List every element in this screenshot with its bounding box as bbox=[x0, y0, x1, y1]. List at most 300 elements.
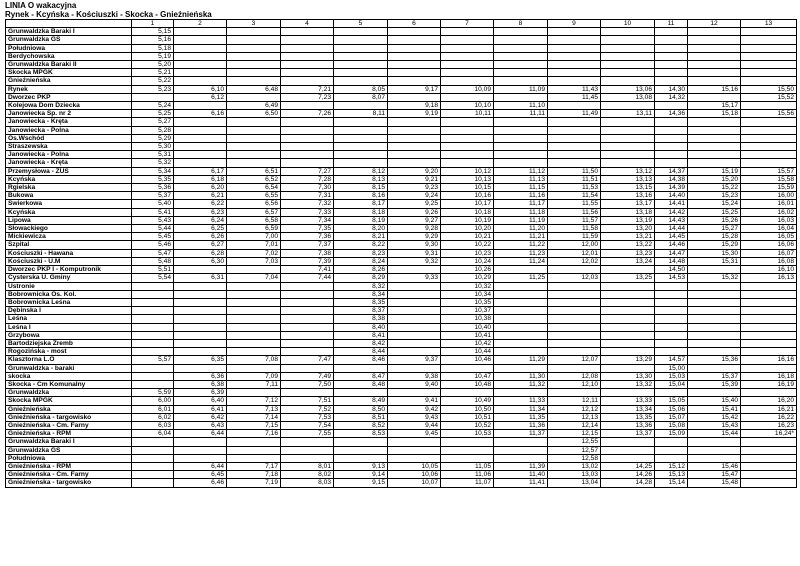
departure-time-cell: 11,09 bbox=[494, 85, 548, 93]
departure-time-cell: 6,02 bbox=[132, 413, 174, 421]
departure-time-cell bbox=[548, 102, 601, 110]
departure-time-cell: 7,17 bbox=[227, 462, 281, 470]
departure-time-cell bbox=[494, 77, 548, 85]
departure-time-cell bbox=[741, 134, 797, 142]
departure-time-cell: 11,30 bbox=[494, 372, 548, 380]
departure-time-cell: 11,56 bbox=[548, 208, 601, 216]
departure-time-cell: 15,52 bbox=[741, 93, 797, 101]
departure-time-cell bbox=[441, 454, 494, 462]
departure-time-cell: 14,46 bbox=[655, 241, 688, 249]
departure-time-cell bbox=[174, 266, 227, 274]
departure-time-cell: 16,04 bbox=[741, 225, 797, 233]
departure-time-cell bbox=[741, 307, 797, 315]
departure-time-cell: 10,29 bbox=[441, 274, 494, 282]
departure-time-cell: 13,12 bbox=[601, 167, 655, 175]
departure-time-cell: 6,56 bbox=[227, 200, 281, 208]
departure-time-cell: 10,23 bbox=[441, 249, 494, 257]
departure-time-cell bbox=[132, 290, 174, 298]
departure-time-cell bbox=[655, 52, 688, 60]
departure-time-cell: 7,12 bbox=[227, 397, 281, 405]
stop-name-cell: Gnieźnieńska - targowisko bbox=[6, 479, 132, 487]
departure-time-cell: 13,29 bbox=[601, 356, 655, 364]
departure-time-cell: 14,40 bbox=[655, 192, 688, 200]
stop-name-cell: Dworzec PKP bbox=[6, 93, 132, 101]
course-number-cell: 10 bbox=[601, 20, 655, 28]
stop-name-cell: Janowiecka - Kręta bbox=[6, 159, 132, 167]
departure-time-cell: 11,40 bbox=[494, 471, 548, 479]
course-number-cell: 6 bbox=[388, 20, 441, 28]
departure-time-cell: 16,23 bbox=[741, 421, 797, 429]
departure-time-cell: 6,21 bbox=[174, 192, 227, 200]
departure-time-cell bbox=[494, 69, 548, 77]
departure-time-cell: 16,02 bbox=[741, 208, 797, 216]
stop-name-cell: Grunwaldzka GS bbox=[6, 446, 132, 454]
departure-time-cell: 6,50 bbox=[227, 110, 281, 118]
departure-time-cell: 7,41 bbox=[281, 266, 334, 274]
departure-time-cell: 15,31 bbox=[688, 257, 741, 265]
departure-time-cell: 10,47 bbox=[441, 372, 494, 380]
departure-time-cell: 5,44 bbox=[132, 225, 174, 233]
stop-name-cell: Bartodziejska Zremb bbox=[6, 339, 132, 347]
departure-time-cell: 5,31 bbox=[132, 151, 174, 159]
stop-name-cell: Gnieźnieńska - targowisko bbox=[6, 413, 132, 421]
departure-time-cell bbox=[601, 389, 655, 397]
header-corner-cell bbox=[6, 20, 132, 28]
departure-time-cell: 14,41 bbox=[655, 200, 688, 208]
departure-time-cell: 6,25 bbox=[174, 225, 227, 233]
departure-time-cell: 7,01 bbox=[227, 241, 281, 249]
departure-time-cell: 14,37 bbox=[655, 167, 688, 175]
departure-time-cell: 8,11 bbox=[334, 110, 388, 118]
table-row bbox=[6, 298, 797, 306]
departure-time-cell: 8,44 bbox=[334, 348, 388, 356]
departure-time-cell: 9,30 bbox=[388, 241, 441, 249]
departure-time-cell: 11,37 bbox=[494, 430, 548, 438]
departure-time-cell bbox=[741, 52, 797, 60]
departure-time-cell: 7,31 bbox=[281, 192, 334, 200]
stop-name-cell: skocka bbox=[6, 372, 132, 380]
table-row bbox=[6, 216, 797, 224]
table-row bbox=[6, 471, 797, 479]
departure-time-cell: 10,53 bbox=[441, 430, 494, 438]
departure-time-cell bbox=[601, 102, 655, 110]
departure-time-cell bbox=[688, 61, 741, 69]
departure-time-cell: 5,21 bbox=[132, 69, 174, 77]
departure-time-cell bbox=[281, 52, 334, 60]
departure-time-cell bbox=[281, 77, 334, 85]
departure-time-cell: 9,18 bbox=[388, 102, 441, 110]
departure-time-cell: 5,43 bbox=[132, 216, 174, 224]
departure-time-cell bbox=[655, 446, 688, 454]
departure-time-cell bbox=[441, 44, 494, 52]
departure-time-cell: 11,12 bbox=[494, 167, 548, 175]
departure-time-cell: 10,40 bbox=[441, 323, 494, 331]
departure-time-cell bbox=[655, 36, 688, 44]
departure-time-cell: 5,47 bbox=[132, 249, 174, 257]
departure-time-cell: 13,32 bbox=[601, 380, 655, 388]
departure-time-cell bbox=[688, 77, 741, 85]
departure-time-cell bbox=[548, 159, 601, 167]
departure-time-cell: 11,45 bbox=[548, 93, 601, 101]
departure-time-cell: 7,00 bbox=[227, 233, 281, 241]
departure-time-cell: 6,42 bbox=[174, 413, 227, 421]
departure-time-cell: 9,23 bbox=[388, 184, 441, 192]
departure-time-cell bbox=[688, 331, 741, 339]
stop-name-cell: Gnieźnieńska bbox=[6, 405, 132, 413]
departure-time-cell bbox=[174, 348, 227, 356]
departure-time-cell: 12,15 bbox=[548, 430, 601, 438]
departure-time-cell bbox=[655, 454, 688, 462]
table-row bbox=[6, 323, 797, 331]
departure-time-cell: 10,21 bbox=[441, 233, 494, 241]
departure-time-cell: 15,17 bbox=[688, 102, 741, 110]
departure-time-cell bbox=[494, 266, 548, 274]
stop-name-cell: Leśna I bbox=[6, 323, 132, 331]
departure-time-cell bbox=[494, 307, 548, 315]
departure-time-cell bbox=[281, 102, 334, 110]
departure-time-cell bbox=[601, 282, 655, 290]
departure-time-cell bbox=[655, 126, 688, 134]
departure-time-cell: 13,23 bbox=[601, 249, 655, 257]
departure-time-cell: 7,27 bbox=[281, 167, 334, 175]
departure-time-cell bbox=[174, 323, 227, 331]
departure-time-cell bbox=[548, 282, 601, 290]
departure-time-cell: 15,47 bbox=[688, 471, 741, 479]
departure-time-cell: 9,17 bbox=[388, 85, 441, 93]
departure-time-cell bbox=[601, 52, 655, 60]
table-row bbox=[6, 134, 797, 142]
departure-time-cell bbox=[388, 315, 441, 323]
stop-name-cell: Gnieźnieńska - Cm. Farny bbox=[6, 421, 132, 429]
departure-time-cell: 8,52 bbox=[334, 421, 388, 429]
stop-name-cell: Kościuszki - Hawana bbox=[6, 249, 132, 257]
course-number-cell: 11 bbox=[655, 20, 688, 28]
table-row bbox=[6, 208, 797, 216]
departure-time-cell bbox=[281, 118, 334, 126]
departure-time-cell: 14,25 bbox=[601, 462, 655, 470]
departure-time-cell bbox=[741, 315, 797, 323]
departure-time-cell bbox=[548, 77, 601, 85]
departure-time-cell: 7,16 bbox=[227, 430, 281, 438]
course-number-cell: 13 bbox=[741, 20, 797, 28]
departure-time-cell bbox=[688, 266, 741, 274]
departure-time-cell: 12,12 bbox=[548, 405, 601, 413]
departure-time-cell bbox=[334, 44, 388, 52]
departure-time-cell bbox=[334, 102, 388, 110]
departure-time-cell: 10,18 bbox=[441, 208, 494, 216]
table-row bbox=[6, 110, 797, 118]
departure-time-cell bbox=[655, 69, 688, 77]
departure-time-cell bbox=[548, 69, 601, 77]
stop-name-cell: Janowiecka Sp. nr 2 bbox=[6, 110, 132, 118]
departure-time-cell: 11,29 bbox=[494, 356, 548, 364]
departure-time-cell bbox=[741, 151, 797, 159]
departure-time-cell: 7,53 bbox=[281, 413, 334, 421]
departure-time-cell bbox=[741, 339, 797, 347]
departure-time-cell bbox=[388, 44, 441, 52]
departure-time-cell: 5,34 bbox=[132, 167, 174, 175]
departure-time-cell: 6,18 bbox=[174, 175, 227, 183]
departure-time-cell: 6,28 bbox=[174, 249, 227, 257]
departure-time-cell bbox=[601, 298, 655, 306]
departure-time-cell: 11,05 bbox=[441, 462, 494, 470]
departure-time-cell: 7,52 bbox=[281, 405, 334, 413]
departure-time-cell bbox=[132, 315, 174, 323]
departure-time-cell bbox=[601, 454, 655, 462]
departure-time-cell bbox=[494, 348, 548, 356]
departure-time-cell: 8,32 bbox=[334, 282, 388, 290]
departure-time-cell: 8,07 bbox=[334, 93, 388, 101]
departure-time-cell: 16,03 bbox=[741, 216, 797, 224]
table-row bbox=[6, 266, 797, 274]
departure-time-cell bbox=[548, 266, 601, 274]
departure-time-cell bbox=[688, 69, 741, 77]
departure-time-cell: 6,40 bbox=[174, 397, 227, 405]
departure-time-cell bbox=[655, 348, 688, 356]
departure-time-cell bbox=[281, 28, 334, 36]
table-row bbox=[6, 93, 797, 101]
departure-time-cell: 8,21 bbox=[334, 233, 388, 241]
departure-time-cell bbox=[281, 323, 334, 331]
table-row bbox=[6, 61, 797, 69]
table-row bbox=[6, 143, 797, 151]
departure-time-cell: 13,30 bbox=[601, 372, 655, 380]
stop-name-cell: Janowiecka - Kręta bbox=[6, 118, 132, 126]
departure-time-cell: 7,44 bbox=[281, 274, 334, 282]
departure-time-cell bbox=[334, 52, 388, 60]
departure-time-cell: 10,13 bbox=[441, 175, 494, 183]
departure-time-cell: 15,06 bbox=[655, 405, 688, 413]
departure-time-cell: 6,44 bbox=[174, 462, 227, 470]
table-row bbox=[6, 438, 797, 446]
departure-time-cell: 13,13 bbox=[601, 175, 655, 183]
departure-time-cell: 9,42 bbox=[388, 405, 441, 413]
stop-name-cell: Bobrownicka Leśna bbox=[6, 298, 132, 306]
table-row bbox=[6, 151, 797, 159]
departure-time-cell bbox=[281, 61, 334, 69]
table-row bbox=[6, 175, 797, 183]
course-number-cell: 12 bbox=[688, 20, 741, 28]
table-row bbox=[6, 446, 797, 454]
departure-time-cell: 10,16 bbox=[441, 192, 494, 200]
departure-time-cell bbox=[227, 446, 281, 454]
departure-time-cell bbox=[132, 462, 174, 470]
departure-time-cell bbox=[174, 134, 227, 142]
departure-time-cell bbox=[688, 118, 741, 126]
departure-time-cell: 11,13 bbox=[494, 175, 548, 183]
departure-time-cell bbox=[334, 446, 388, 454]
departure-time-cell: 5,19 bbox=[132, 52, 174, 60]
departure-time-cell bbox=[655, 339, 688, 347]
departure-time-cell bbox=[334, 28, 388, 36]
departure-time-cell: 15,25 bbox=[688, 208, 741, 216]
departure-time-cell: 12,13 bbox=[548, 413, 601, 421]
departure-time-cell bbox=[601, 126, 655, 134]
departure-time-cell: 15,05 bbox=[655, 397, 688, 405]
departure-time-cell: 9,24 bbox=[388, 192, 441, 200]
departure-time-cell bbox=[388, 61, 441, 69]
departure-time-cell: 9,43 bbox=[388, 413, 441, 421]
departure-time-cell bbox=[655, 290, 688, 298]
departure-time-cell: 9,38 bbox=[388, 372, 441, 380]
departure-time-cell bbox=[281, 307, 334, 315]
departure-time-cell: 11,25 bbox=[494, 274, 548, 282]
departure-time-cell: 6,52 bbox=[227, 175, 281, 183]
departure-time-cell: 7,47 bbox=[281, 356, 334, 364]
departure-time-cell: 11,43 bbox=[548, 85, 601, 93]
departure-time-cell: 9,20 bbox=[388, 167, 441, 175]
departure-time-cell bbox=[688, 298, 741, 306]
departure-time-cell: 8,24 bbox=[334, 257, 388, 265]
departure-time-cell: 5,36 bbox=[132, 184, 174, 192]
departure-time-cell bbox=[548, 315, 601, 323]
departure-time-cell bbox=[388, 134, 441, 142]
departure-time-cell: 13,37 bbox=[601, 430, 655, 438]
departure-time-cell: 5,41 bbox=[132, 208, 174, 216]
departure-time-cell: 5,20 bbox=[132, 61, 174, 69]
departure-time-cell: 12,14 bbox=[548, 421, 601, 429]
departure-time-cell bbox=[548, 348, 601, 356]
departure-time-cell bbox=[227, 454, 281, 462]
departure-time-cell bbox=[388, 348, 441, 356]
departure-time-cell: 11,06 bbox=[441, 471, 494, 479]
departure-time-cell: 11,18 bbox=[494, 208, 548, 216]
departure-time-cell: 6,57 bbox=[227, 208, 281, 216]
departure-time-cell bbox=[494, 28, 548, 36]
departure-time-cell: 7,51 bbox=[281, 397, 334, 405]
departure-time-cell bbox=[741, 61, 797, 69]
departure-time-cell: 15,28 bbox=[688, 233, 741, 241]
departure-time-cell bbox=[441, 61, 494, 69]
departure-time-cell: 5,18 bbox=[132, 44, 174, 52]
departure-time-cell: 11,51 bbox=[548, 175, 601, 183]
table-row bbox=[6, 380, 797, 388]
departure-time-cell bbox=[227, 339, 281, 347]
stop-name-cell: Grunwaldzka Baraki II bbox=[6, 61, 132, 69]
departure-time-cell: 10,05 bbox=[388, 462, 441, 470]
departure-time-cell: 12,10 bbox=[548, 380, 601, 388]
departure-time-cell bbox=[601, 159, 655, 167]
departure-time-cell bbox=[227, 159, 281, 167]
table-row bbox=[6, 282, 797, 290]
departure-time-cell bbox=[388, 290, 441, 298]
departure-time-cell: 5,25 bbox=[132, 110, 174, 118]
departure-time-cell: 5,23 bbox=[132, 85, 174, 93]
departure-time-cell: 10,09 bbox=[441, 85, 494, 93]
departure-time-cell: 6,20 bbox=[174, 184, 227, 192]
departure-time-cell: 7,08 bbox=[227, 356, 281, 364]
stop-name-cell: Dworzec PKP I - Komputronik bbox=[6, 266, 132, 274]
departure-time-cell bbox=[334, 77, 388, 85]
departure-time-cell bbox=[388, 339, 441, 347]
departure-time-cell bbox=[601, 290, 655, 298]
departure-time-cell bbox=[388, 77, 441, 85]
departure-time-cell bbox=[227, 77, 281, 85]
departure-time-cell: 8,15 bbox=[334, 184, 388, 192]
departure-time-cell bbox=[601, 134, 655, 142]
departure-time-cell bbox=[281, 151, 334, 159]
table-row bbox=[6, 339, 797, 347]
departure-time-cell bbox=[441, 69, 494, 77]
departure-time-cell: 7,26 bbox=[281, 110, 334, 118]
departure-time-cell: 9,40 bbox=[388, 380, 441, 388]
departure-time-cell bbox=[132, 298, 174, 306]
departure-time-cell bbox=[688, 282, 741, 290]
departure-time-cell: 11,49 bbox=[548, 110, 601, 118]
departure-time-cell bbox=[548, 52, 601, 60]
departure-time-cell: 11,32 bbox=[494, 380, 548, 388]
departure-time-cell: 15,50 bbox=[741, 85, 797, 93]
stop-name-cell: Przemysłowa - ZUS bbox=[6, 167, 132, 175]
stop-name-cell: Południowa bbox=[6, 44, 132, 52]
departure-time-cell bbox=[601, 36, 655, 44]
table-row bbox=[6, 36, 797, 44]
departure-time-cell bbox=[655, 134, 688, 142]
departure-time-cell bbox=[388, 52, 441, 60]
departure-time-cell: 10,42 bbox=[441, 339, 494, 347]
departure-time-cell: 10,26 bbox=[441, 266, 494, 274]
departure-time-cell: 7,23 bbox=[281, 93, 334, 101]
departure-time-cell: 11,58 bbox=[548, 225, 601, 233]
departure-time-cell bbox=[132, 282, 174, 290]
departure-time-cell bbox=[227, 438, 281, 446]
departure-time-cell: 11,59 bbox=[548, 233, 601, 241]
departure-time-cell: 9,33 bbox=[388, 274, 441, 282]
departure-time-cell bbox=[281, 36, 334, 44]
departure-time-cell: 6,04 bbox=[132, 430, 174, 438]
departure-time-cell bbox=[174, 364, 227, 372]
departure-time-cell: 11,55 bbox=[548, 200, 601, 208]
departure-time-cell: 11,17 bbox=[494, 200, 548, 208]
departure-time-cell bbox=[655, 159, 688, 167]
departure-time-cell bbox=[548, 134, 601, 142]
departure-time-cell: 14,39 bbox=[655, 184, 688, 192]
departure-time-cell bbox=[388, 298, 441, 306]
stop-name-cell: Grunwaldzka - baraki bbox=[6, 364, 132, 372]
departure-time-cell bbox=[388, 159, 441, 167]
departure-time-cell: 15,19 bbox=[688, 167, 741, 175]
departure-time-cell bbox=[174, 282, 227, 290]
departure-time-cell: 7,02 bbox=[227, 249, 281, 257]
departure-time-cell: 14,48 bbox=[655, 257, 688, 265]
departure-time-cell: 13,11 bbox=[601, 110, 655, 118]
departure-time-cell bbox=[688, 348, 741, 356]
departure-time-cell: 15,00 bbox=[655, 364, 688, 372]
departure-time-cell: 13,24 bbox=[601, 257, 655, 265]
departure-time-cell bbox=[441, 364, 494, 372]
departure-time-cell bbox=[334, 454, 388, 462]
departure-time-cell bbox=[494, 389, 548, 397]
departure-time-cell: 10,41 bbox=[441, 331, 494, 339]
departure-time-cell: 5,27 bbox=[132, 118, 174, 126]
departure-time-cell: 15,24 bbox=[688, 200, 741, 208]
departure-time-cell: 15,14 bbox=[655, 479, 688, 487]
stop-name-cell: Skocka MPGK bbox=[6, 397, 132, 405]
departure-time-cell: 8,35 bbox=[334, 298, 388, 306]
departure-time-cell: 8,42 bbox=[334, 339, 388, 347]
departure-time-cell bbox=[132, 372, 174, 380]
departure-time-cell bbox=[441, 93, 494, 101]
departure-time-cell bbox=[494, 446, 548, 454]
stop-name-cell: Grzybowa bbox=[6, 331, 132, 339]
departure-time-cell bbox=[281, 298, 334, 306]
departure-time-cell: 10,20 bbox=[441, 225, 494, 233]
departure-time-cell bbox=[174, 331, 227, 339]
departure-time-cell bbox=[388, 118, 441, 126]
departure-time-cell bbox=[174, 307, 227, 315]
departure-time-cell bbox=[174, 77, 227, 85]
departure-time-cell bbox=[174, 298, 227, 306]
